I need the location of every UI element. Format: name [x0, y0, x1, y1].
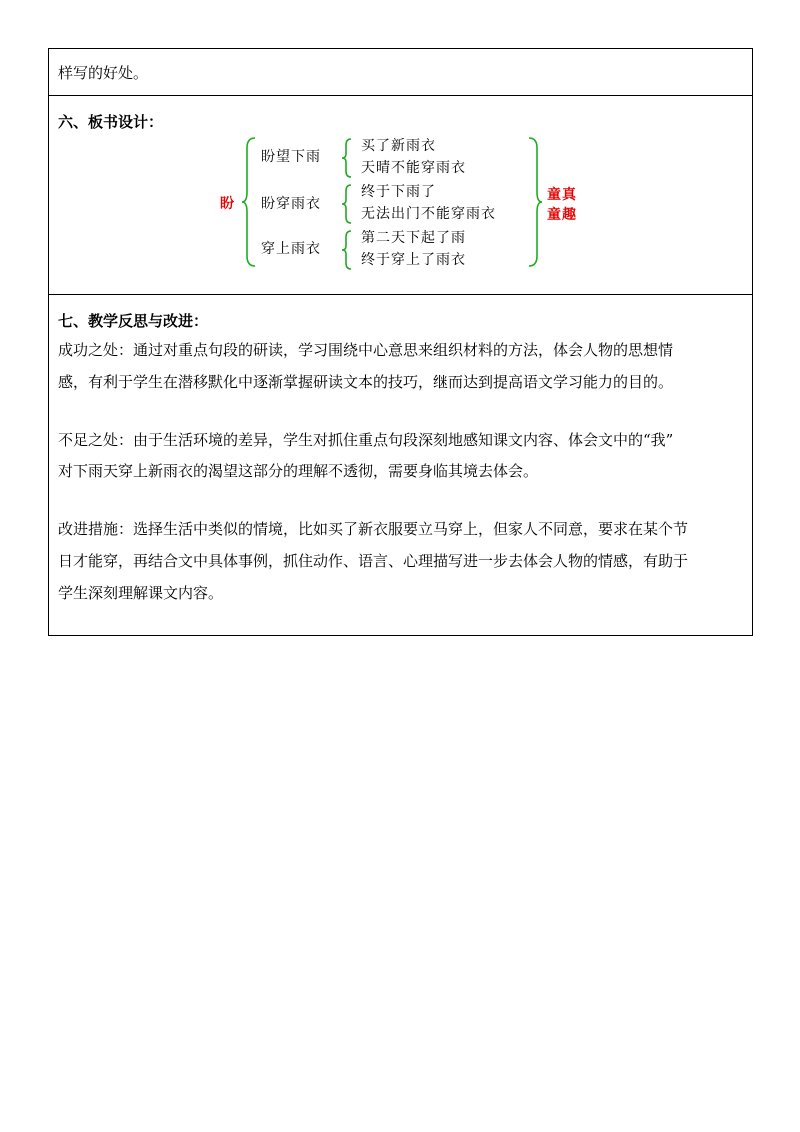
summary-word-1: 童真	[547, 187, 577, 203]
branch-2-item-1: 终于下雨了	[361, 184, 436, 200]
summary-word-2: 童趣	[547, 207, 577, 223]
outer-left-brace	[241, 136, 257, 268]
branch-3-item-1: 第二天下起了雨	[361, 230, 466, 246]
branch-1-item-2: 天晴不能穿雨衣	[361, 160, 466, 176]
success-paragraph-line-1: 成功之处：通过对重点句段的研读，学习围绕中心意思来组织材料的方法，体会人物的思想情	[58, 341, 674, 359]
inner-brace-1	[341, 137, 353, 179]
improvement-paragraph-line-2: 日才能穿，再结合文中具体事例，抓住动作、语言、心理描写进一步去体会人物的情感，有助于	[58, 552, 689, 570]
board-design-heading: 六、板书设计：	[58, 113, 164, 131]
improvement-paragraph-line-3: 学生深刻理解课文内容。	[58, 584, 224, 602]
improvement-paragraph-line-1: 改进措施：选择生活中类似的情境，比如买了新衣服要立马穿上，但家人不同意，要求在某个节	[58, 520, 689, 538]
branch-label-2: 盼穿雨衣	[261, 196, 321, 212]
branch-label-1: 盼望下雨	[261, 149, 321, 165]
branch-1-item-1: 买了新雨衣	[361, 138, 436, 154]
success-paragraph-line-2: 感，有利于学生在潜移默化中逐渐掌握研读文本的技巧，继而达到提高语文学习能力的目的。	[58, 373, 674, 391]
table-row-board-design	[49, 95, 752, 294]
table-row-continuation	[49, 49, 752, 95]
shortcoming-paragraph-line-1: 不足之处：由于生活环境的差异，学生对抓住重点句段深刻地感知课文内容、体会文中的“我”	[58, 431, 674, 449]
outer-right-brace	[527, 136, 543, 268]
branch-label-3: 穿上雨衣	[261, 241, 321, 257]
inner-brace-3	[341, 229, 353, 271]
branch-3-item-2: 终于穿上了雨衣	[361, 252, 466, 268]
board-root: 盼	[220, 196, 235, 212]
table-row-reflection	[49, 294, 752, 635]
lesson-table	[48, 48, 753, 636]
inner-brace-2	[341, 183, 353, 225]
continuation-text: 样写的好处。	[58, 64, 149, 82]
reflection-heading: 七、教学反思与改进：	[58, 312, 209, 330]
branch-2-item-2: 无法出门不能穿雨衣	[361, 206, 496, 222]
shortcoming-paragraph-line-2: 对下雨天穿上新雨衣的渴望这部分的理解不透彻，需要身临其境去体会。	[58, 462, 539, 480]
